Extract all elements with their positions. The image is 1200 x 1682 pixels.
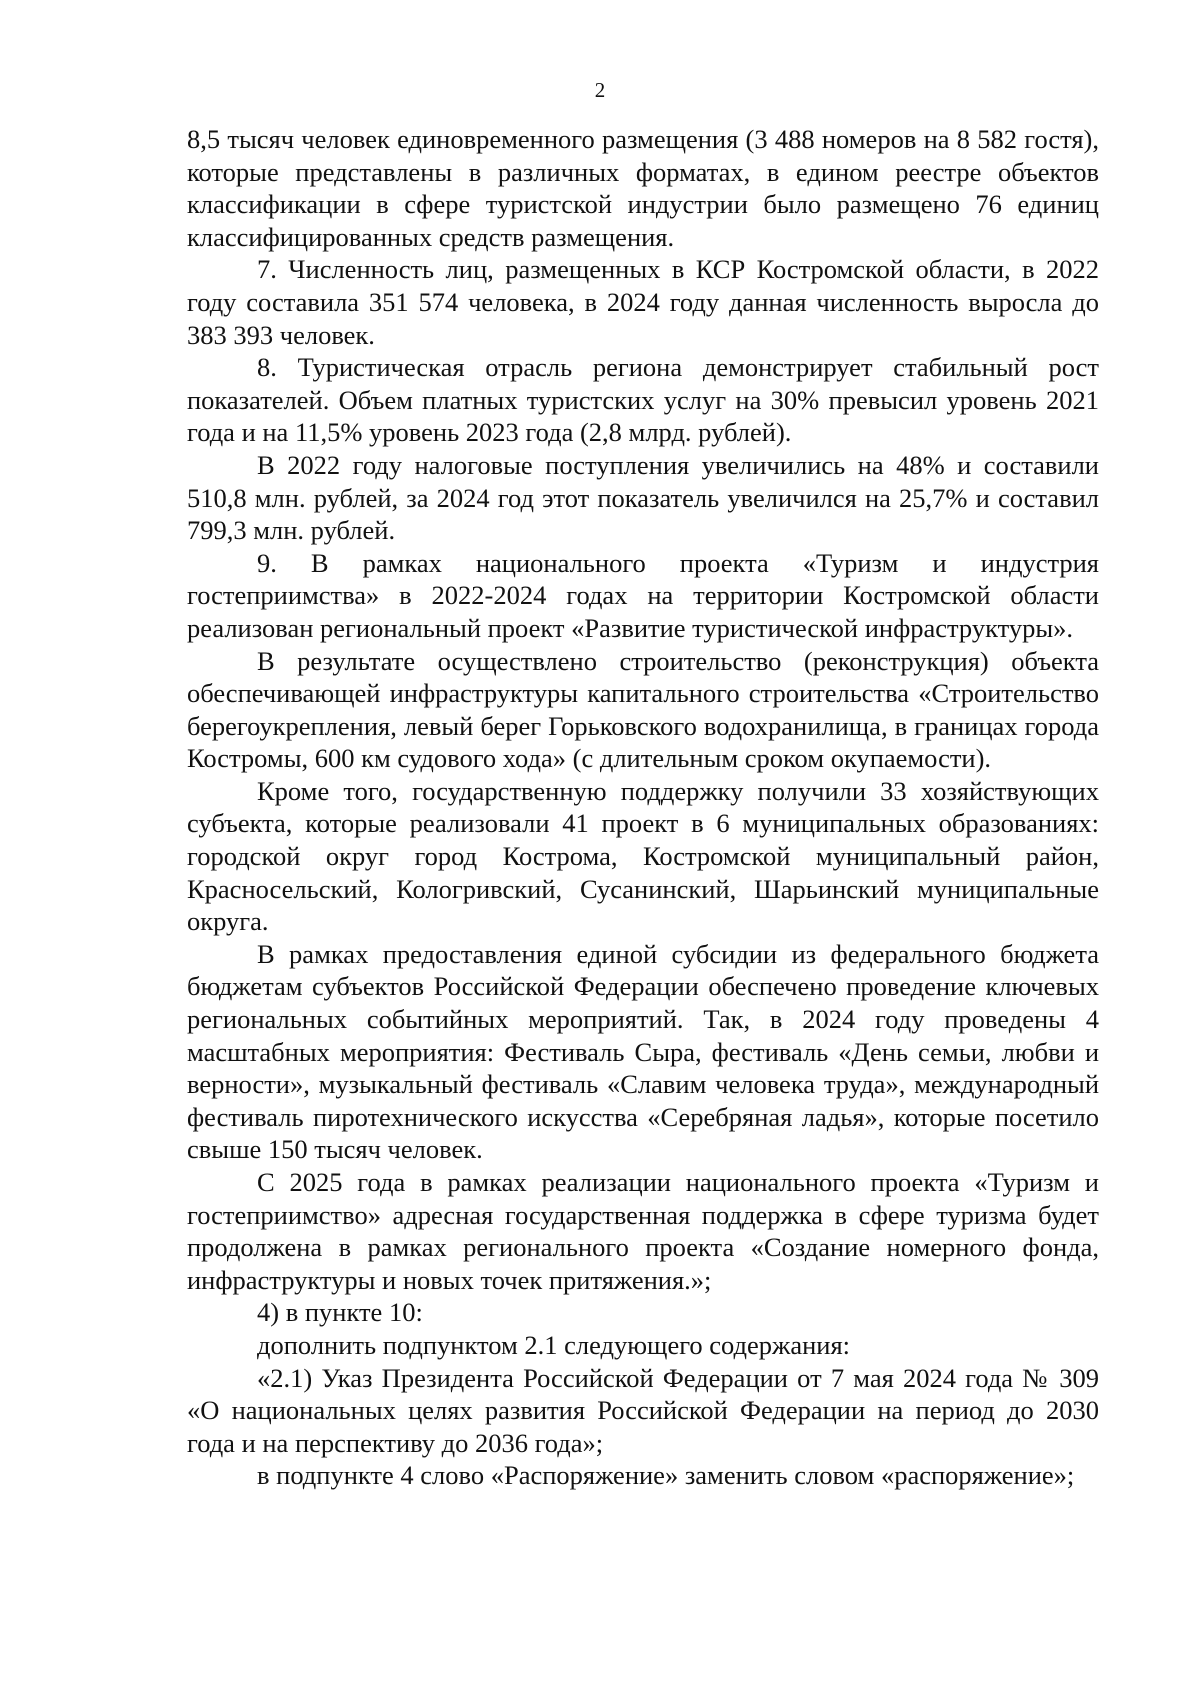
paragraph-subpoint-2-1: «2.1) Указ Президента Российской Федерации от 7 мая 2024 года № 309 «О национальных целях развития Российской Федерации на период до 2030 года и на перспективу до 2036 года»; xyxy=(187,1362,1099,1458)
paragraph-amendment-point-10: 4) в пункте 10: xyxy=(257,1297,423,1328)
paragraph-accommodation-capacity: 8,5 тысяч человек единовременного размещения (3 488 номеров на 8 582 гостя), которые представлены в различных форматах, в едином реестре объектов классификации в сфере туристской индустрии было размещено 76 единиц классифицированных средств размещения. xyxy=(187,124,1099,252)
paragraph-tax-revenue: В 2022 году налоговые поступления увеличились на 48% и составили 510,8 млн. рублей, за 2024 год этот показатель увеличился на 25,7% и составил 799,3 млн. рублей. xyxy=(187,449,1099,546)
paragraph-item-8: 8. Туристическая отрасль региона демонстрирует стабильный рост показателей. Объем платных туристских услуг на 30% превысил уровень 2021 года и на 11,5% уровень 2023 года (2,8 млрд. рублей). xyxy=(187,352,1099,448)
paragraph-construction-result: В результате осуществлено строительство (реконструкция) объекта обеспечивающей инфраструктуры капитального строительства «Строительство берегоукрепления, левый берег Горьковского водохранилища, в границах города Костромы, 600 км судового хода» (с длительным сроком окупаемости). xyxy=(187,645,1099,774)
paragraph-state-support: Кроме того, государственную поддержку получили 33 хозяйствующих субъекта, которые реализовали 41 проект в 6 муниципальных образованиях: городской округ город Кострома, Костромской муниципальный район, Красносельский, Кологривский, Сусанинский, Шарьинский муниципальные округа. xyxy=(187,775,1099,937)
paragraph-item-7: 7. Численность лиц, размещенных в КСР Костромской области, в 2022 году составила 351 574 человека, в 2024 году данная численность выросла до 383 393 человек. xyxy=(187,254,1099,350)
paragraph-2025-support: С 2025 года в рамках реализации национального проекта «Туризм и гостеприимство» адресная государственная поддержка в сфере туризма будет продолжена в рамках регионального проекта «Создание номерного фонда, инфраструктуры и новых точек притяжения.»; xyxy=(187,1167,1099,1295)
page-number: 2 xyxy=(594,78,606,102)
paragraph-subpoint-4-replace: в подпункте 4 слово «Распоряжение» заменить словом «распоряжение»; xyxy=(257,1460,1075,1491)
paragraph-add-subpoint: дополнить подпунктом 2.1 следующего содержания: xyxy=(257,1329,851,1360)
paragraph-events-subsidy: В рамках предоставления единой субсидии из федерального бюджета бюджетам субъектов Российской Федерации обеспечено проведение ключевых региональных событийных мероприятий. Так, в 2024 году проведены 4 масштабных мероприятия: Фестиваль Сыра, фестиваль «День семьи, любви и верности», музыкальный фестиваль «Славим человека труда», международный фестиваль пиротехнического искусства «Серебряная ладья», которые посетило свыше 150 тысяч человек. xyxy=(187,938,1099,1165)
paragraph-item-9: 9. В рамках национального проекта «Туризм и индустрия гостеприимства» в 2022-2024 годах на территории Костромской области реализован региональный проект «Развитие туристической инфраструктуры». xyxy=(187,547,1099,643)
document-body xyxy=(187,123,1099,1492)
